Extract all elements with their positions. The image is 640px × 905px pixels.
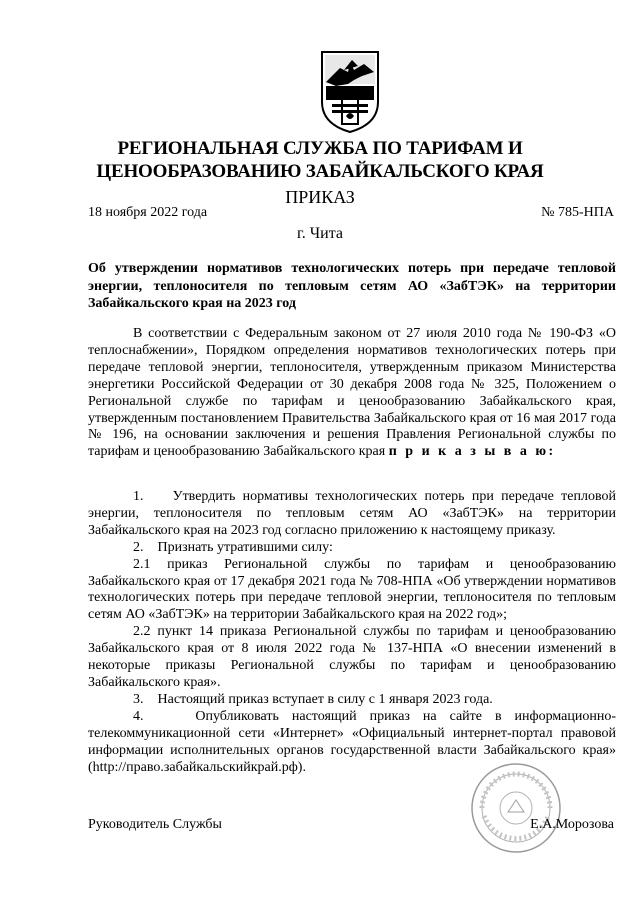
preamble-paragraph [88, 326, 616, 461]
organization-name-line-1: РЕГИОНАЛЬНАЯ СЛУЖБА ПО ТАРИФАМ И [117, 138, 523, 159]
organization-name-line-2: ЦЕНООБРАЗОВАНИЮ ЗАБАЙКАЛЬСКОГО КРАЯ [96, 161, 544, 182]
directive-word: п р и к а з ы в а ю: [388, 444, 556, 460]
order-item: 2.2 пункт 14 приказа Региональной службы по тарифам и ценообразованию Забайкальского края от 8 июля 2022 года № 137-НПА «О внесении изменений в некоторые приказы Региональной службы по тарифам и ценообразованию Забайкальского края». [88, 624, 616, 690]
official-seal-icon [470, 762, 562, 854]
order-item: 2.1 приказ Региональной службы по тарифам и ценообразованию Забайкальского края от 17 декабря 2021 года № 708-НПА «Об утверждении нормативов технологических потерь при передаче тепловой энергии, теплоносителя по тепловым сетям АО «ЗабТЭК» на территории Забайкальского края на 2022 год»; [88, 556, 616, 623]
order-number: № 785-НПА [541, 205, 614, 220]
preamble-text: В соответствии с Федеральным законом от 27 июля 2010 года № 190-ФЗ «О теплоснабжении», Порядком определения нормативов технологических потерь при передаче тепловой энергии, теплоносителя, утвержденным приказом Министерства энергетики Российской Федерации от 30 декабря 2008 года № 325, Положением о Региональной службе по тарифам и ценообразованию Забайкальского края, утвержденным постановлением Правительства Забайкальского края от 16 мая 2017 года № 196, на основании заключения и решения Правления Региональной службы по тарифам и ценообразованию Забайкальского края [88, 326, 616, 460]
order-item: 1. Утвердить нормативы технологических потерь при передаче тепловой энергии, теплоносителя по тепловым сетям АО «ЗабТЭК» на территории Забайкальского края на 2023 год согласно приложению к настоящему приказу. [88, 489, 616, 538]
order-item: 3. Настоящий приказ вступает в силу с 1 января 2023 года. [133, 691, 493, 707]
signer-name: Е.А.Морозова [530, 817, 614, 832]
document-type: ПРИКАЗ [285, 187, 355, 207]
order-item: 4. Опубликовать настоящий приказ на сайте в информационно-телекоммуникационной сети «Интернет» «Официальный интернет-портал правовой информации исполнительных органов государственной власти Забайкальского края» (http://право.забайкальскийкрай.рф). [88, 708, 616, 775]
order-date: 18 ноября 2022 года [88, 205, 208, 220]
order-items [88, 489, 616, 776]
order-city: г. Чита [296, 225, 343, 242]
document-title: Об утверждении нормативов технологических потерь при передаче тепловой энергии, теплоносителя по тепловым сетям АО «ЗабТЭК» на территории Забайкальского края на 2023 год [88, 261, 616, 311]
order-item: 2. Признать утратившими силу: [133, 539, 333, 555]
signer-role: Руководитель Службы [88, 817, 222, 832]
coat-of-arms-icon [318, 50, 382, 134]
